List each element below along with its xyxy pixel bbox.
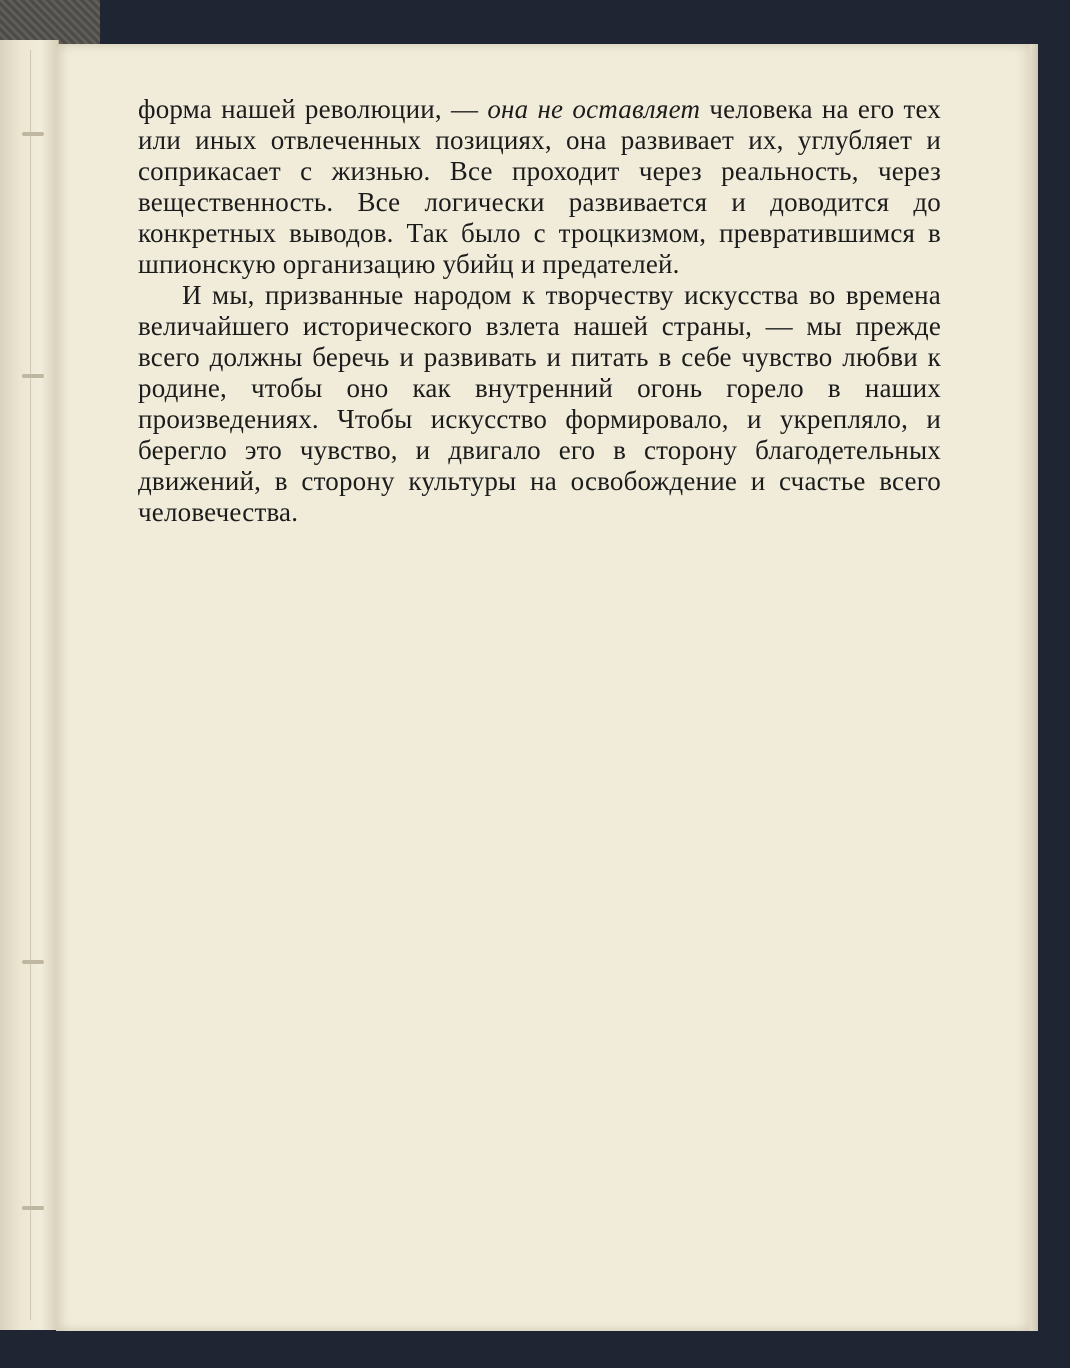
- page-right-edge: [1030, 44, 1038, 1331]
- paragraph-1-lead: форма нашей революции, —: [138, 94, 479, 124]
- paragraph-1: [138, 94, 941, 280]
- paragraph-1-emphasis: она не оставляет: [487, 94, 701, 124]
- binding-stitch: [22, 374, 44, 378]
- binding-stitch: [22, 1206, 44, 1210]
- binding-stitch: [22, 960, 44, 964]
- paragraph-2: И мы, призванные народом к творчеству искусства во времена величайшего исторического взлета нашей страны, — мы прежде всего должны беречь и развивать и питать в себе чувство любви к родине, чтобы оно как внутренний огонь горело в наших произведениях. Чтобы искусство формировало, и укрепляло, и берегло это чувство, и двигало его в сторону благодетельных движений, в сторону культуры на освобождение и счастье всего человечества.: [138, 280, 941, 527]
- page-text: [138, 94, 941, 528]
- page-fold-line: [30, 50, 31, 1320]
- left-page-edge: [0, 40, 59, 1330]
- show-through-text: [138, 560, 948, 710]
- binding-stitch: [22, 132, 44, 136]
- paragraph-1-rest: человека на его тех или иных отвлеченных позициях, она развивает их, углубляет и соприкасает с жизнью. Все проходит через реальность, через вещественность. Все логически развивается и доводится до конкретных выводов. Так было с троцкизмом, превратившимся в шпионскую организацию убийц и предателей.: [138, 94, 941, 279]
